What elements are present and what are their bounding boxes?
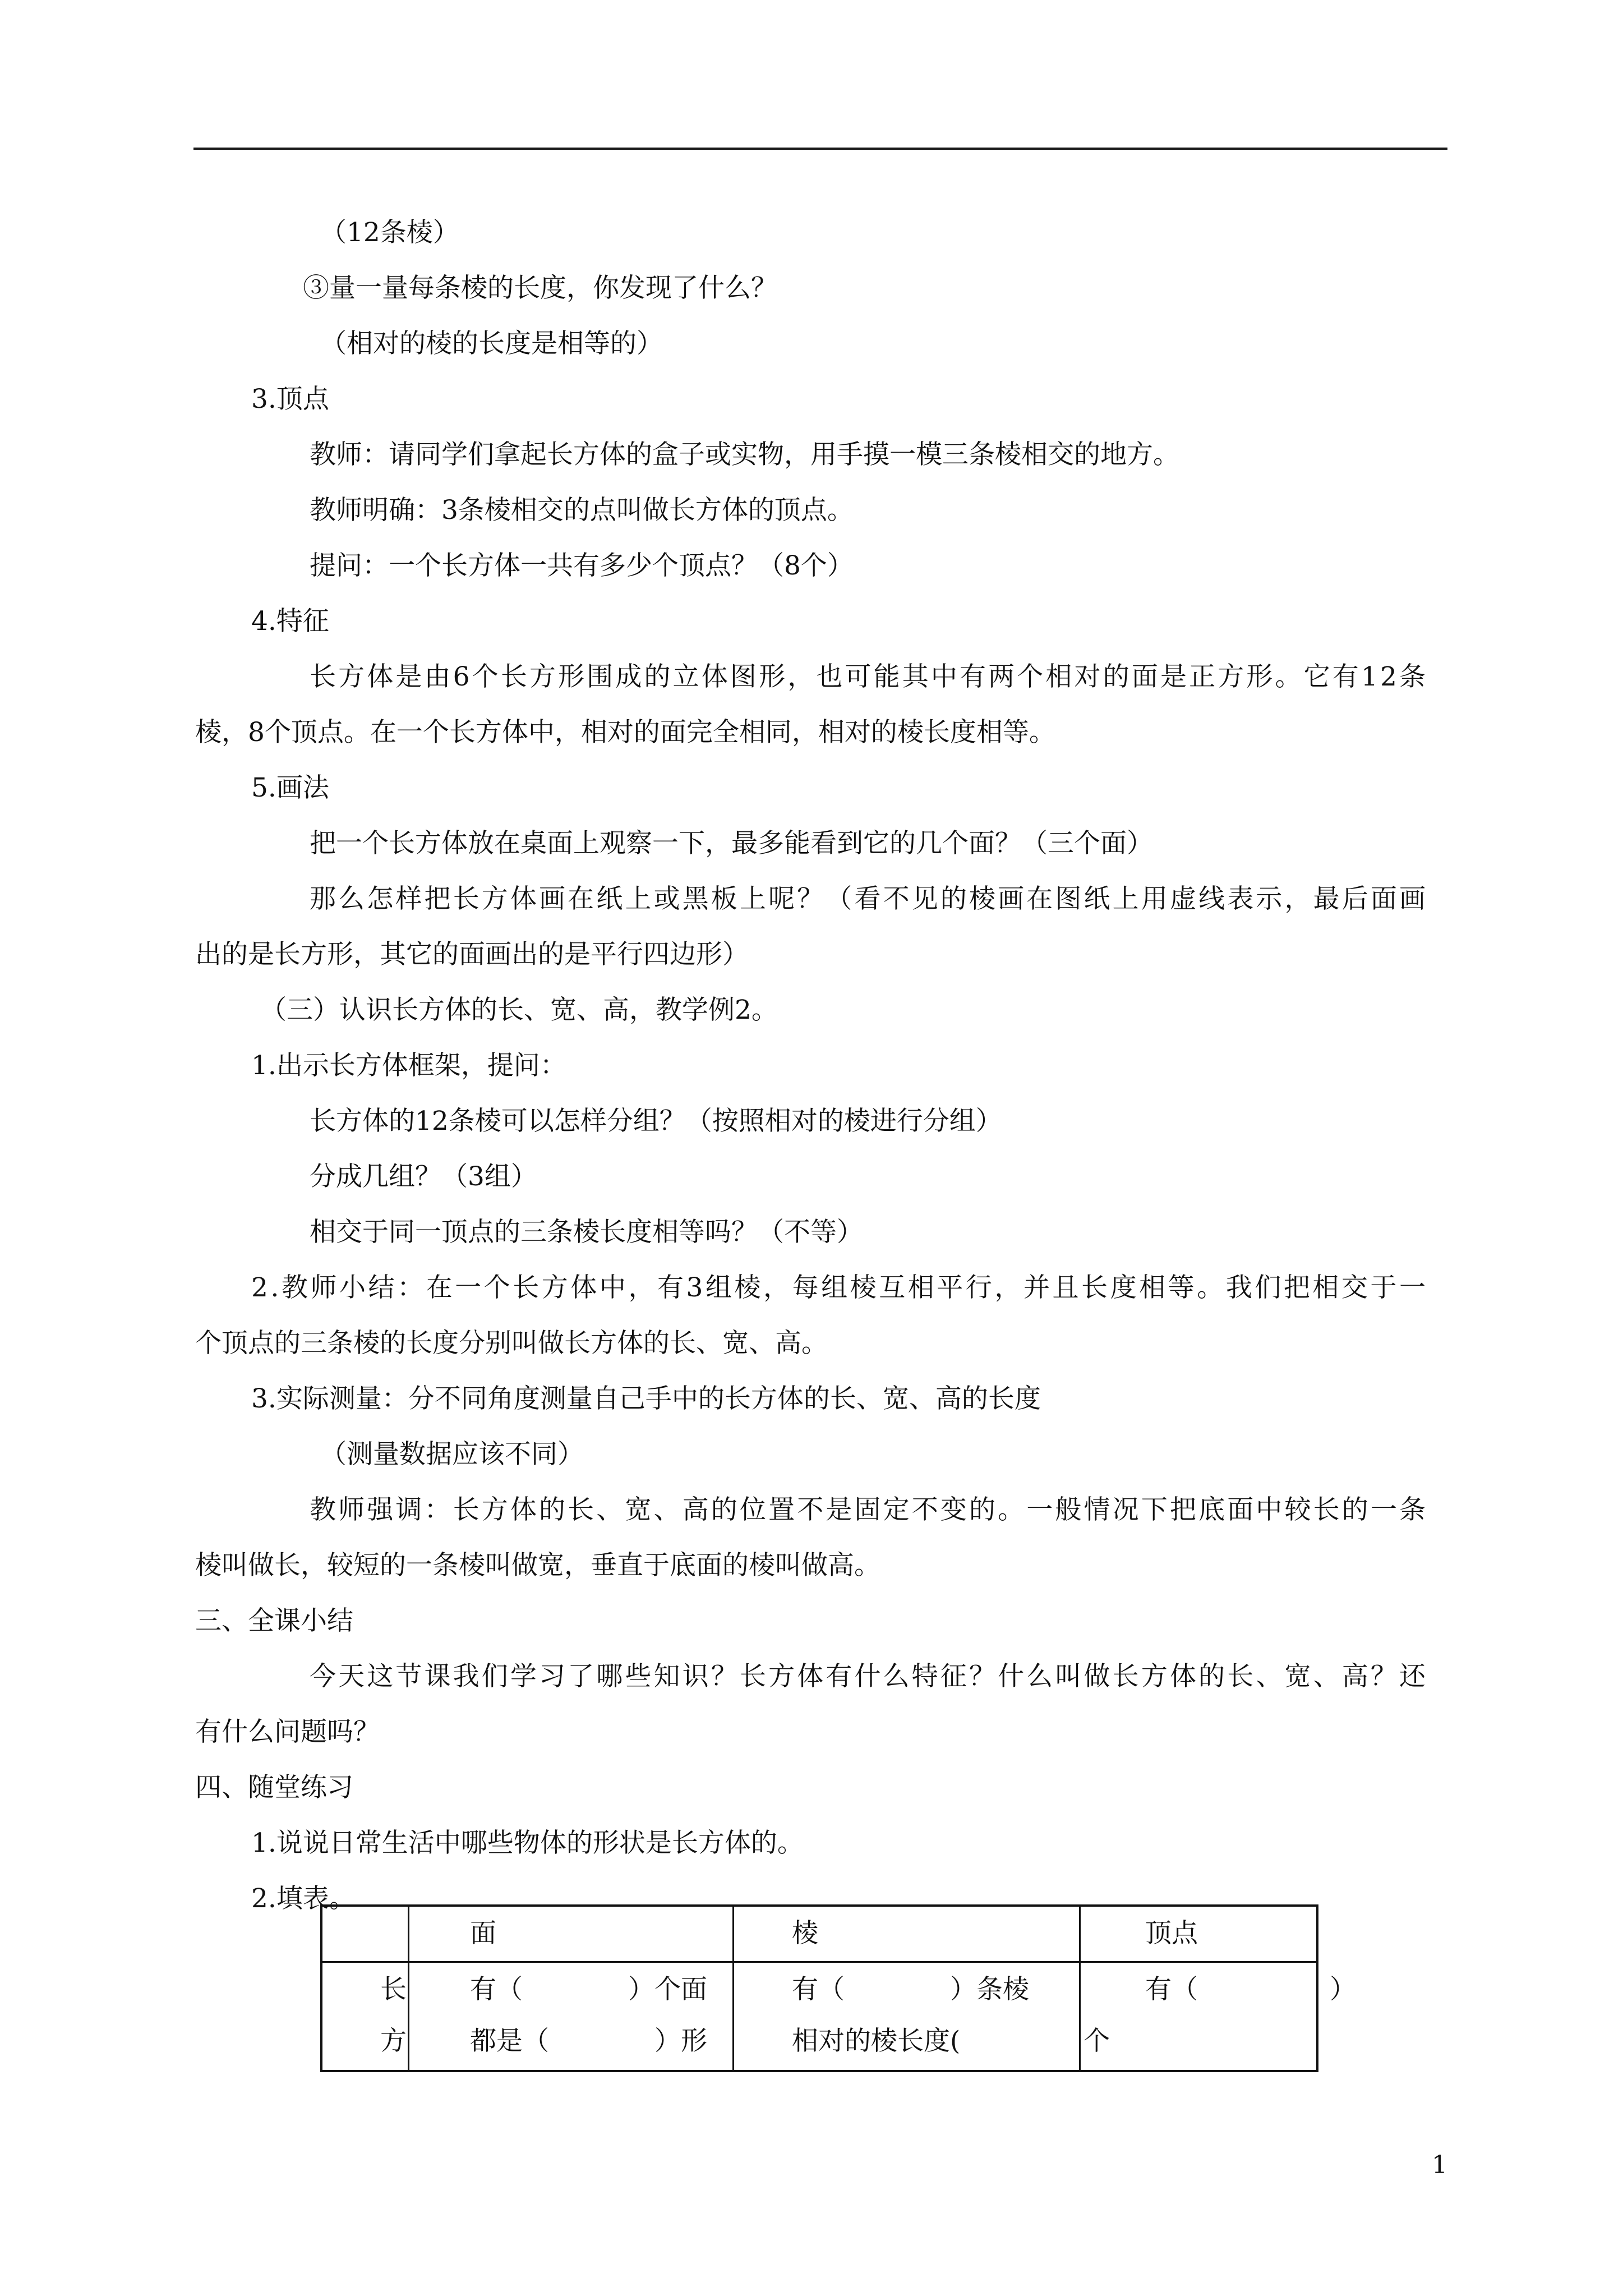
text-line: 2.教师小结：在一个长方体中，有3组棱，每组棱互相平行，并且长度相等。我们把相交于一	[251, 1272, 1428, 1303]
text-line: 个顶点的三条棱的长度分别叫做长方体的长、宽、高。	[195, 1328, 828, 1359]
text-line: 3.顶点	[251, 384, 329, 415]
text-line: 那么怎样把长方体画在纸上或黑板上呢？（看不见的棱画在图纸上用虚线表示，最后面画	[310, 884, 1428, 914]
edge-count-cell: 有（ ）条棱	[792, 1974, 1029, 2005]
table-divider	[408, 1907, 409, 2070]
text-line: 3.实际测量：分不同角度测量自己手中的长方体的长、宽、高的长度	[251, 1383, 1041, 1414]
text-line: 相交于同一顶点的三条棱长度相等吗？（不等）	[310, 1217, 863, 1248]
text-line: 出的是长方形，其它的面画出的是平行四边形）	[195, 939, 749, 970]
text-line: （测量数据应该不同）	[320, 1439, 584, 1470]
text-line: 1.说说日常生活中哪些物体的形状是长方体的。	[251, 1828, 804, 1858]
text-line: 提问：一个长方体一共有多少个顶点？（8个）	[310, 550, 854, 581]
text-line: 分成几组？（3组）	[310, 1161, 537, 1192]
fill-in-table	[320, 1904, 1356, 2072]
table-divider	[322, 1961, 1316, 1963]
text-line: （12条棱）	[320, 217, 459, 248]
text-line: 教师明确：3条棱相交的点叫做长方体的顶点。	[310, 495, 854, 526]
page-number: 1	[1432, 2151, 1447, 2179]
text-line: 三、全课小结	[195, 1605, 353, 1636]
text-line: 长方体是由6个长方形围成的立体图形，也可能其中有两个相对的面是正方形。它有12条	[310, 661, 1428, 692]
text-line: 1.出示长方体框架，提问：	[251, 1050, 566, 1081]
text-line: 教师：请同学们拿起长方体的盒子或实物，用手摸一模三条棱相交的地方。	[310, 439, 1179, 470]
text-line: 4.特征	[251, 606, 329, 637]
vertex-count-cell: 有（ ）	[1145, 1974, 1356, 2005]
text-line: 长方体的12条棱可以怎样分组？（按照相对的棱进行分组）	[310, 1106, 1002, 1137]
header-vertex: 顶点	[1145, 1918, 1198, 1949]
row-label-1: 长	[380, 1974, 407, 2005]
text-line: 今天这节课我们学习了哪些知识？长方体有什么特征？什么叫做长方体的长、宽、高？还	[310, 1661, 1428, 1692]
text-line: 把一个长方体放在桌面上观察一下，最多能看到它的几个面？（三个面）	[310, 828, 1153, 859]
row-label-2: 方	[380, 2026, 407, 2056]
text-line: 2.填表。	[251, 1883, 356, 1914]
text-line: 教师强调：长方体的长、宽、高的位置不是固定不变的。一般情况下把底面中较长的一条	[310, 1494, 1428, 1525]
text-line: 棱，8个顶点。在一个长方体中，相对的面完全相同，相对的棱长度相等。	[195, 717, 1055, 748]
header-face: 面	[470, 1918, 496, 1949]
text-line: 四、随堂练习	[195, 1772, 353, 1803]
text-line: 有什么问题吗？	[195, 1717, 380, 1747]
table-divider	[732, 1907, 734, 2070]
text-line: （三）认识长方体的长、宽、高，教学例2。	[260, 995, 778, 1025]
face-shape-cell: 都是（ ）形	[470, 2026, 707, 2056]
text-line: 5.画法	[251, 772, 329, 803]
vertex-unit-cell: 个	[1083, 2026, 1110, 2056]
text-line: （相对的棱的长度是相等的）	[320, 328, 663, 359]
text-line: ③量一量每条棱的长度，你发现了什么？	[303, 273, 777, 303]
table-divider	[1079, 1907, 1081, 2070]
text-line: 棱叫做长，较短的一条棱叫做宽，垂直于底面的棱叫做高。	[195, 1550, 880, 1581]
edge-length-cell: 相对的棱长度(	[792, 2026, 961, 2056]
header-edge: 棱	[792, 1918, 818, 1949]
header-rule	[193, 148, 1447, 150]
face-count-cell: 有（ ）个面	[470, 1974, 707, 2005]
